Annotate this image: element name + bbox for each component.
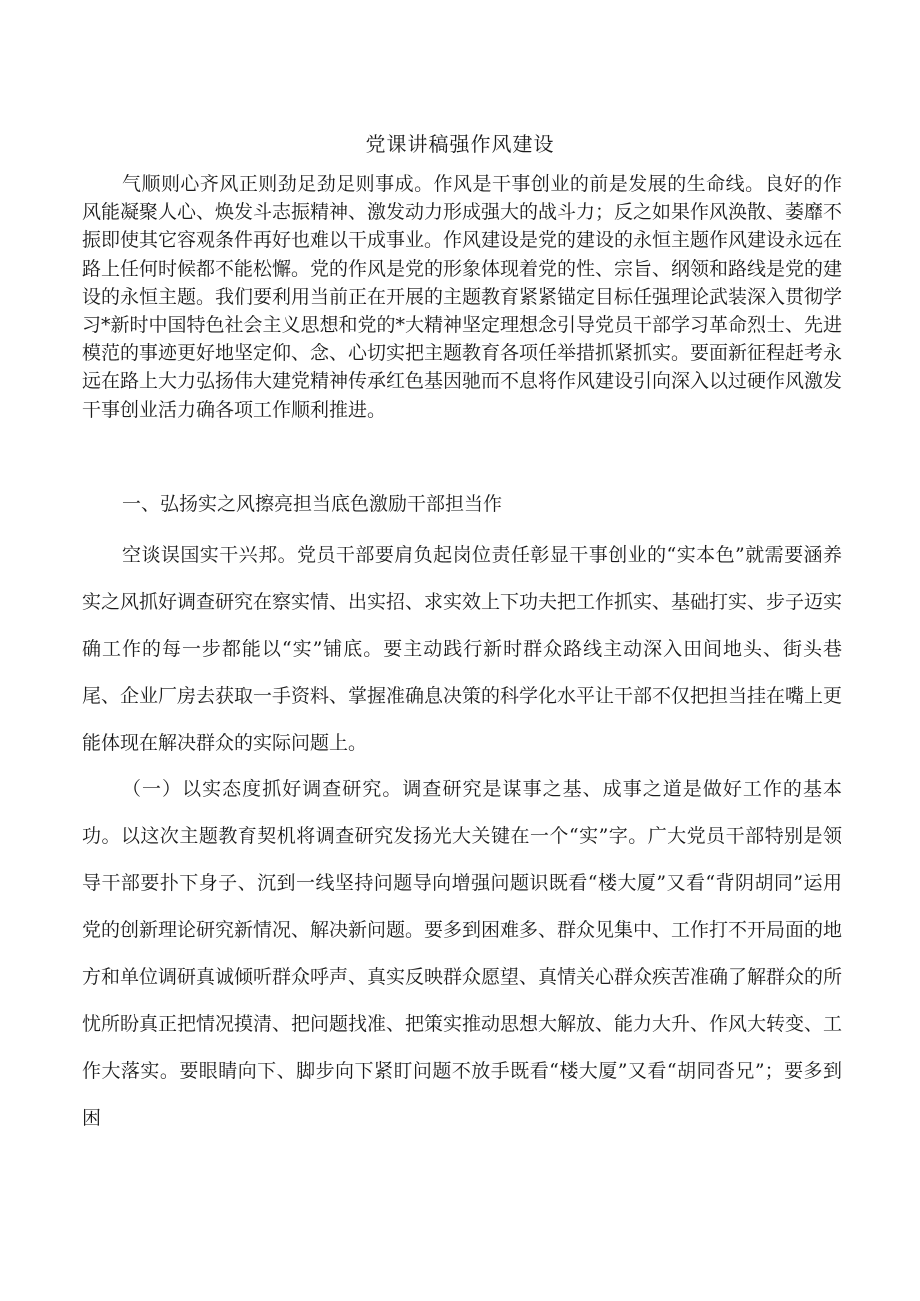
section-heading: 一、弘扬实之风擦亮担当底色激励干部担当作: [122, 493, 503, 515]
body-paragraph-2: （一）以实态度抓好调查研究。调查研究是谋事之基、成事之道是做好工作的基本功。以这次主题教育契机将调查研究发扬光大关键在一个“实”字。广大党员干部特别是领导干部要扑下身子、沉到一线坚持问题导向增强问题识既看“楼大厦”又看“背阴胡同”运用党的创新理论研究新情况、解决新问题。要多到困难多、群众见集中、工作打不开局面的地方和单位调研真诚倾听群众呼声、真实反映群众愿望、真情关心群众疾苦准确了解群众的所忧所盼真正把情况摸清、把问题找准、把策实推动思想大解放、能力大升、作风大转变、工作大落实。要眼睛向下、脚步向下紧盯问题不放手既看“楼大厦”又看“胡同沓兄”；要多到困: [82, 778, 843, 1129]
intro-paragraph: 气顺则心齐风正则劲足劲足则事成。作风是干事创业的前是发展的生命线。良好的作风能凝聚人心、焕发斗志振精神、激发动力形成强大的战斗力；反之如果作风涣散、萎靡不振即使其它容观条件再好也难以干成事业。作风建设是党的建设的永恒主题作风建设永远在路上任何时候都不能松懈。党的作风是党的形象体现着党的性、宗旨、纲领和路线是党的建设的永恒主题。我们要利用当前正在开展的主题教育紧紧锚定目标任强理论武装深入贯彻学习*新时中国特色社会主义思想和党的*大精神坚定理想念引导党员干部学习革命烈士、先进模范的事迹更好地坚定仰、念、心切实把主题教育各项任举措抓紧抓实。要面新征程赶考永远在路上大力弘扬伟大建党精神传承红色基因驰而不息将作风建设引向深入以过硬作风激发干事创业活力确各项工作顺利推进。: [82, 173, 843, 421]
document-title: 党课讲稿强作风建设: [365, 132, 555, 156]
body-paragraph-1: 空谈误国实干兴邦。党员干部要肩负起岗位责任彰显干事创业的“实本色”就需要涵养实之风抓好调查研究在察实情、出实招、求实效上下功夫把工作抓实、基础打实、步子迈实确工作的每一步都能以“实”铺底。要主动践行新时群众路线主动深入田间地头、街头巷尾、企业厂房去获取一手资料、掌握准确息决策的科学化水平让干部不仅把担当挂在嘴上更能体现在解决群众的实际问题上。: [82, 544, 843, 754]
